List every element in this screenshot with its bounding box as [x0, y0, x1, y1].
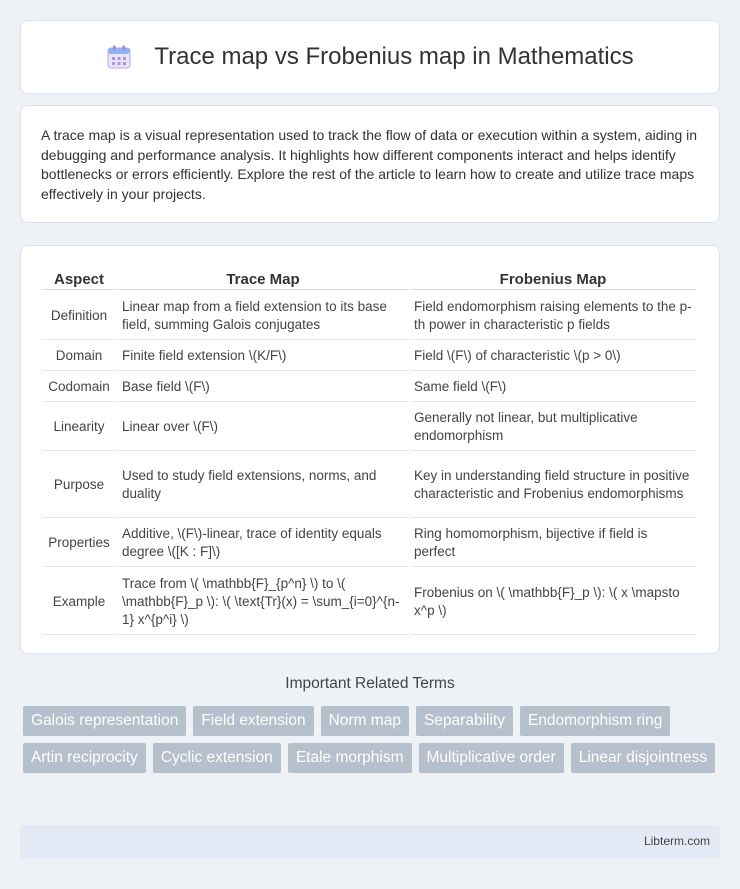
aspect-cell: Definition	[42, 292, 116, 340]
related-term-tag[interactable]: Linear disjointness	[571, 743, 715, 773]
trace-cell: Additive, \(F\)-linear, trace of identity equals degree \([K : F]\)	[118, 520, 408, 567]
frobenius-cell: Field \(F\) of characteristic \(p > 0\)	[410, 342, 696, 371]
trace-cell: Used to study field extensions, norms, and duality	[118, 453, 408, 518]
related-term-tag[interactable]: Norm map	[321, 706, 409, 736]
footer	[20, 825, 720, 858]
related-term-tag[interactable]: Multiplicative order	[419, 743, 564, 773]
header-trace-map: Trace Map	[118, 268, 408, 290]
frobenius-cell: Generally not linear, but multiplicative endomorphism	[410, 404, 696, 451]
related-term-tag[interactable]: Field extension	[193, 706, 313, 736]
related-term-tag[interactable]: Etale morphism	[288, 743, 412, 773]
related-term-tag[interactable]: Cyclic extension	[153, 743, 281, 773]
aspect-cell: Codomain	[42, 373, 116, 402]
related-term-tag[interactable]: Artin reciprocity	[23, 743, 146, 773]
trace-cell: Linear over \(F\)	[118, 404, 408, 451]
footer-site-link[interactable]: Libterm.com	[643, 834, 710, 848]
trace-cell: Finite field extension \(K/F\)	[118, 342, 408, 371]
trace-cell: Linear map from a field extension to its base field, summing Galois conjugates	[118, 292, 408, 340]
table-row	[42, 404, 696, 451]
table-row	[42, 373, 696, 402]
related-term-tag[interactable]: Separability	[416, 706, 513, 736]
table-row	[42, 569, 696, 635]
related-term-tag[interactable]: Galois representation	[23, 706, 186, 736]
related-terms-title: Important Related Terms	[285, 675, 455, 692]
header	[106, 43, 633, 71]
related-term-tag[interactable]: Endomorphism ring	[520, 706, 670, 736]
trace-cell: Base field \(F\)	[118, 373, 408, 402]
header-aspect: Aspect	[42, 268, 116, 290]
aspect-cell: Domain	[42, 342, 116, 371]
frobenius-cell: Field endomorphism raising elements to the p-th power in characteristic p fields	[410, 292, 696, 340]
trace-cell: Trace from \( \mathbb{F}_{p^n} \) to \( \mathbb{F}_p \): \( \text{Tr}(x) = \sum_{i=0}^{n-1} x^{p^i} \)	[118, 569, 408, 635]
table-row	[42, 453, 696, 518]
header-card	[20, 20, 720, 94]
aspect-cell: Linearity	[42, 404, 116, 451]
frobenius-cell: Frobenius on \( \mathbb{F}_p \): \( x \mapsto x^p \)	[410, 569, 696, 635]
intro-card	[20, 105, 720, 223]
frobenius-cell: Same field \(F\)	[410, 373, 696, 402]
table-header-row	[42, 268, 696, 290]
aspect-cell: Properties	[42, 520, 116, 567]
table-row	[42, 342, 696, 371]
header-frobenius-map: Frobenius Map	[410, 268, 696, 290]
comparison-table-card	[20, 245, 720, 654]
related-terms-list	[23, 706, 723, 773]
frobenius-cell: Key in understanding field structure in positive characteristic and Frobenius endomorphisms	[410, 453, 696, 518]
page-title: Trace map vs Frobenius map in Mathematics	[154, 43, 634, 70]
calendar-icon	[106, 44, 132, 70]
table-row	[42, 520, 696, 567]
frobenius-cell: Ring homomorphism, bijective if field is perfect	[410, 520, 696, 567]
table-row	[42, 292, 696, 340]
aspect-cell: Purpose	[42, 453, 116, 518]
comparison-table	[40, 266, 698, 637]
aspect-cell: Example	[42, 569, 116, 635]
intro-text: A trace map is a visual representation used to track the flow of data or execution within a system, aiding in debugging and performance analysis. It highlights how different components interact and helps identify bottlenecks or errors efficiently. Explore the rest of the article to learn how to create and utilize trace maps effectively in your projects.	[41, 127, 698, 202]
